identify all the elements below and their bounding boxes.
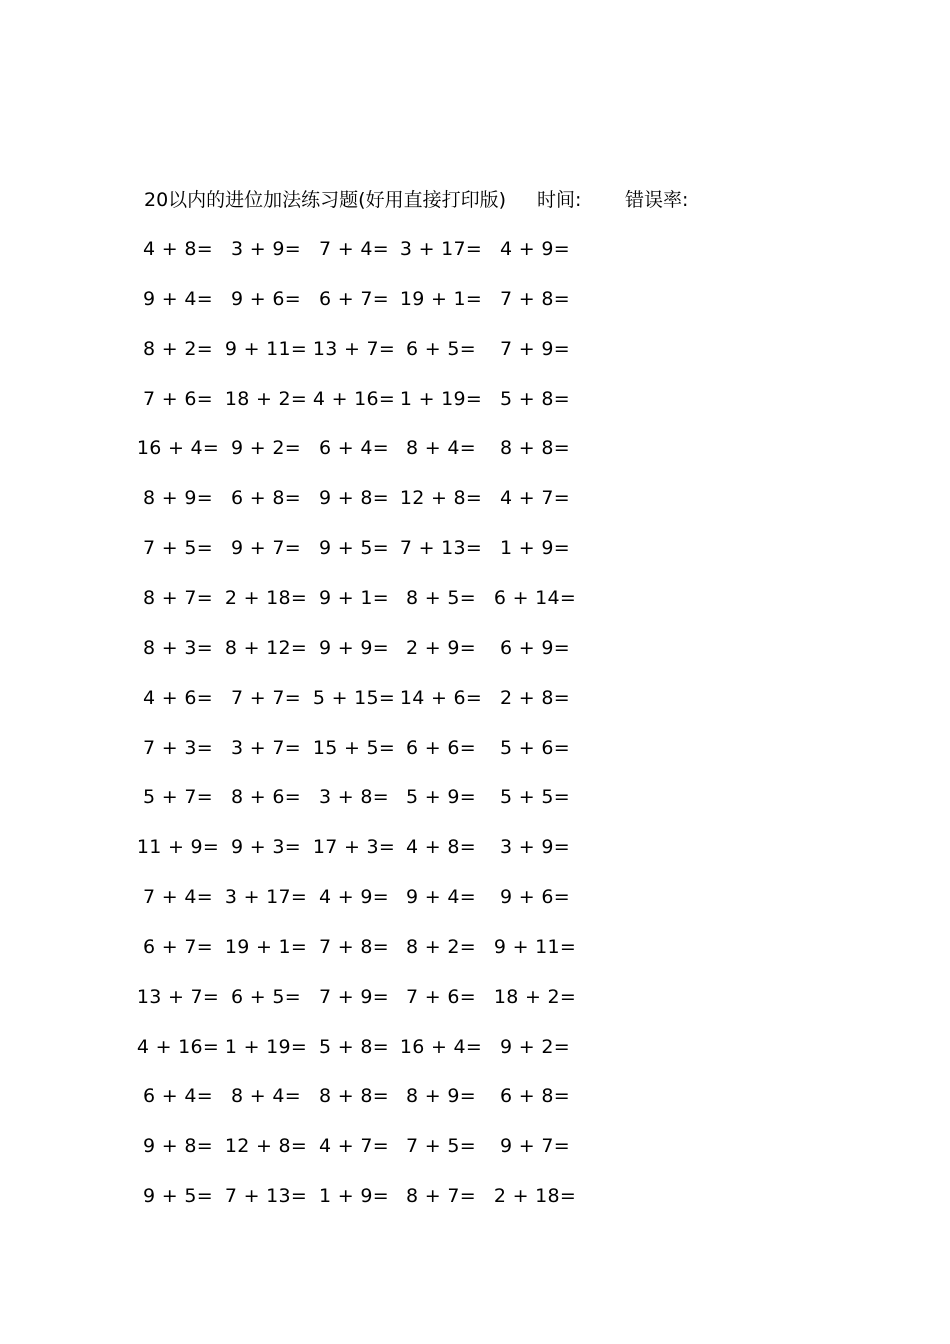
problem-row	[0, 782, 700, 812]
problem-row	[0, 733, 700, 763]
addition-problem: 6 + 5=	[406, 337, 476, 360]
addition-problem: 4 + 9=	[500, 238, 570, 260]
addition-problem: 15 + 5=	[312, 736, 396, 759]
addition-problem: 6 + 6=	[406, 736, 476, 759]
addition-problem: 9 + 5=	[143, 1185, 213, 1208]
addition-problem: 9 + 6=	[500, 886, 570, 909]
addition-problem: 9 + 4=	[143, 287, 213, 310]
addition-problem: 9 + 3=	[231, 836, 301, 859]
addition-problem: 7 + 9=	[319, 985, 389, 1008]
addition-problem: 9 + 2=	[231, 437, 301, 460]
addition-problem: 8 + 2=	[143, 337, 213, 360]
problem-row	[0, 1081, 700, 1111]
problem-row	[0, 1181, 700, 1211]
addition-problem: 13 + 7=	[136, 985, 220, 1008]
addition-problem: 7 + 6=	[143, 387, 213, 410]
addition-problem: 7 + 4=	[319, 238, 389, 260]
addition-problem: 8 + 4=	[231, 1085, 301, 1108]
addition-problem: 3 + 17=	[224, 886, 308, 909]
addition-problem: 6 + 8=	[500, 1085, 570, 1108]
problem-row	[0, 234, 700, 264]
addition-problem: 8 + 3=	[143, 636, 213, 659]
addition-problem: 7 + 9=	[500, 337, 570, 360]
addition-problem: 7 + 3=	[143, 736, 213, 759]
addition-problem: 6 + 7=	[319, 287, 389, 310]
addition-problem: 2 + 18=	[493, 1185, 577, 1208]
addition-problem: 16 + 4=	[136, 437, 220, 460]
problem-row	[0, 683, 700, 713]
addition-problem: 3 + 8=	[319, 786, 389, 809]
addition-problem: 18 + 2=	[224, 387, 308, 410]
addition-problem: 1 + 9=	[500, 537, 570, 560]
addition-problem: 9 + 8=	[143, 1135, 213, 1158]
addition-problem: 9 + 11=	[493, 935, 577, 958]
addition-problem: 7 + 13=	[399, 537, 483, 560]
addition-problem: 5 + 15=	[312, 686, 396, 709]
addition-problem: 1 + 19=	[399, 387, 483, 410]
addition-problem: 8 + 5=	[406, 586, 476, 609]
addition-problem: 12 + 8=	[224, 1135, 308, 1158]
addition-problem: 4 + 8=	[143, 238, 213, 260]
problem-row	[0, 334, 700, 364]
addition-problem: 7 + 4=	[143, 886, 213, 909]
addition-problem: 6 + 4=	[319, 437, 389, 460]
addition-problem: 11 + 9=	[136, 836, 220, 859]
addition-problem: 9 + 9=	[319, 636, 389, 659]
addition-problem: 5 + 8=	[319, 1035, 389, 1058]
error-rate-label: 错误率:	[625, 189, 689, 211]
addition-problem: 4 + 7=	[500, 487, 570, 510]
addition-problem: 7 + 8=	[500, 287, 570, 310]
addition-problem: 3 + 7=	[231, 736, 301, 759]
addition-problem: 8 + 6=	[231, 786, 301, 809]
addition-problem: 1 + 9=	[319, 1185, 389, 1208]
addition-problem: 3 + 9=	[500, 836, 570, 859]
addition-problem: 14 + 6=	[399, 686, 483, 709]
addition-problem: 6 + 5=	[231, 985, 301, 1008]
addition-problem: 4 + 16=	[312, 387, 396, 410]
addition-problem: 5 + 9=	[406, 786, 476, 809]
addition-problem: 18 + 2=	[493, 985, 577, 1008]
problem-row	[0, 932, 700, 962]
problem-row	[0, 384, 700, 414]
addition-problem: 6 + 8=	[231, 487, 301, 510]
addition-problem: 4 + 9=	[319, 886, 389, 909]
addition-problem: 8 + 9=	[143, 487, 213, 510]
problem-row	[0, 982, 700, 1012]
addition-problem: 5 + 7=	[143, 786, 213, 809]
problem-row	[0, 882, 700, 912]
addition-problem: 2 + 9=	[406, 636, 476, 659]
addition-problem: 1 + 19=	[224, 1035, 308, 1058]
addition-problem: 7 + 5=	[406, 1135, 476, 1158]
worksheet-title: 20以内的进位加法练习题(好用直接打印版)	[144, 189, 507, 211]
problem-row	[0, 284, 700, 314]
addition-problem: 5 + 5=	[500, 786, 570, 809]
addition-problem: 5 + 8=	[500, 387, 570, 410]
problem-row	[0, 433, 700, 463]
addition-problem: 6 + 9=	[500, 636, 570, 659]
addition-problem: 9 + 8=	[319, 487, 389, 510]
addition-problem: 3 + 17=	[399, 238, 483, 260]
problem-row	[0, 533, 700, 563]
addition-problem: 8 + 4=	[406, 437, 476, 460]
addition-problem: 4 + 8=	[406, 836, 476, 859]
addition-problem: 2 + 8=	[500, 686, 570, 709]
addition-problem: 9 + 4=	[406, 886, 476, 909]
addition-problem: 9 + 1=	[319, 586, 389, 609]
addition-problem: 8 + 7=	[143, 586, 213, 609]
addition-problem: 8 + 2=	[406, 935, 476, 958]
addition-problem: 8 + 8=	[500, 437, 570, 460]
addition-problem: 7 + 7=	[231, 686, 301, 709]
addition-problem: 4 + 16=	[136, 1035, 220, 1058]
addition-problem: 7 + 13=	[224, 1185, 308, 1208]
problem-row	[0, 583, 700, 613]
addition-problem: 4 + 6=	[143, 686, 213, 709]
addition-problem: 2 + 18=	[224, 586, 308, 609]
addition-problem: 19 + 1=	[224, 935, 308, 958]
addition-problem: 19 + 1=	[399, 287, 483, 310]
addition-problem: 12 + 8=	[399, 487, 483, 510]
addition-problem: 6 + 7=	[143, 935, 213, 958]
addition-problem: 8 + 9=	[406, 1085, 476, 1108]
addition-problem: 6 + 14=	[493, 586, 577, 609]
addition-problem: 7 + 8=	[319, 935, 389, 958]
addition-problem: 4 + 7=	[319, 1135, 389, 1158]
problem-row	[0, 633, 700, 663]
addition-problem: 8 + 12=	[224, 636, 308, 659]
addition-problem: 16 + 4=	[399, 1035, 483, 1058]
problem-row	[0, 832, 700, 862]
addition-problem: 9 + 6=	[231, 287, 301, 310]
addition-problem: 8 + 8=	[319, 1085, 389, 1108]
addition-problem: 9 + 7=	[231, 537, 301, 560]
addition-problem: 6 + 4=	[143, 1085, 213, 1108]
problem-row	[0, 483, 700, 513]
addition-problem: 5 + 6=	[500, 736, 570, 759]
addition-problem: 7 + 5=	[143, 537, 213, 560]
addition-problem: 9 + 11=	[224, 337, 308, 360]
time-label: 时间:	[537, 189, 582, 211]
addition-problem: 9 + 2=	[500, 1035, 570, 1058]
addition-problem: 9 + 5=	[319, 537, 389, 560]
addition-problem: 9 + 7=	[500, 1135, 570, 1158]
addition-problem: 13 + 7=	[312, 337, 396, 360]
problem-row	[0, 1032, 700, 1062]
addition-problem: 8 + 7=	[406, 1185, 476, 1208]
problem-row	[0, 1131, 700, 1161]
addition-problem: 17 + 3=	[312, 836, 396, 859]
addition-problem: 7 + 6=	[406, 985, 476, 1008]
addition-problem: 3 + 9=	[231, 238, 301, 260]
